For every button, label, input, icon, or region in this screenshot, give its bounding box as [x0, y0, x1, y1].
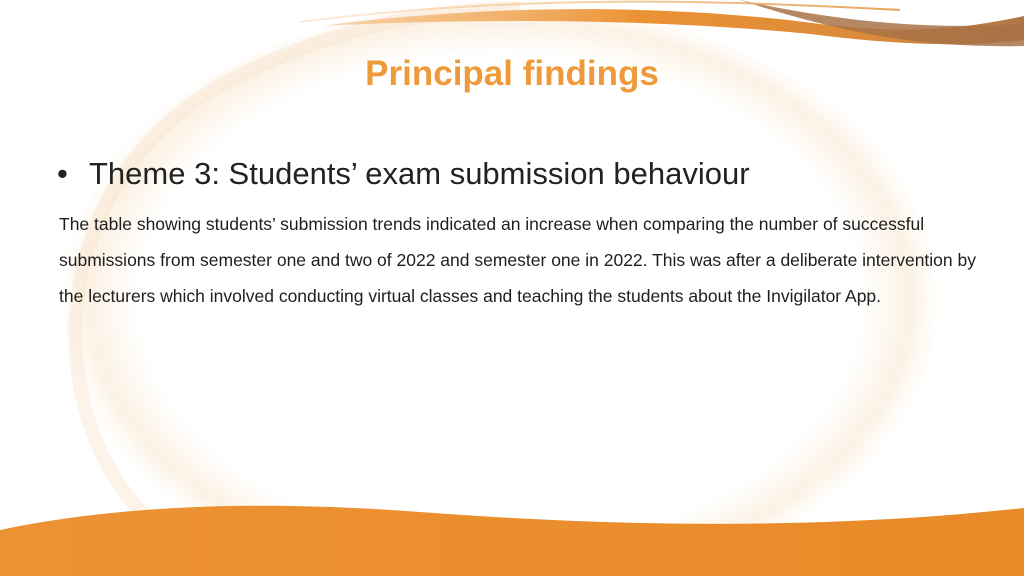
slide-title: Principal findings: [365, 54, 659, 93]
body-paragraph: The table showing students’ submission trends indicated an increase when comparing the number of successful submissions from semester one and two of 2022 and semester one in 2022. This was after a deliberate intervention by the lecturers which involved conducting virtual classes and teaching the students about the Invigilator App.: [59, 214, 976, 306]
bullet-item: [57, 154, 750, 194]
bullet-marker: •: [57, 156, 68, 191]
bullet-text: Theme 3: Students’ exam submission behaviour: [89, 156, 750, 191]
